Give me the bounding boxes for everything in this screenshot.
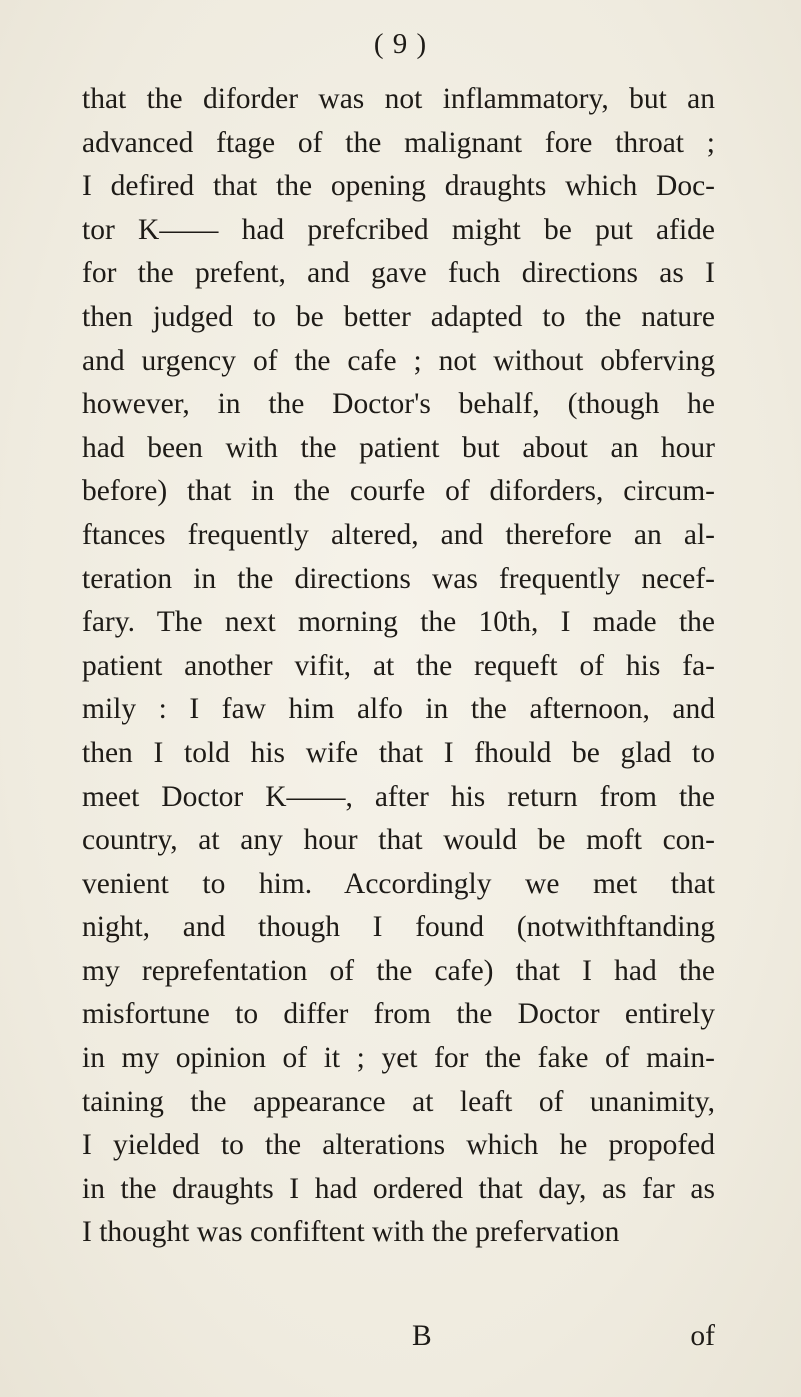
text-line: tor K—— had prefcribed might be put afide <box>82 213 715 246</box>
text-line: misfortune to differ from the Doctor entirely <box>82 998 715 1031</box>
catchword: of <box>690 1320 715 1352</box>
text-line: in the draughts I had ordered that day, as far as <box>82 1172 715 1205</box>
page-number-header: ( 9 ) <box>373 28 428 60</box>
text-line: then I told his wife that I fhould be glad to <box>82 736 715 769</box>
text-line: then judged to be better adapted to the nature <box>82 300 715 333</box>
text-line: before) that in the courfe of diforders, circum- <box>82 475 715 508</box>
signature-mark: B <box>412 1320 432 1352</box>
text-line: in my opinion of it ; yet for the fake of main- <box>82 1042 715 1075</box>
text-line: country, at any hour that would be moft con- <box>82 824 715 857</box>
text-line: that the diforder was not inflammatory, but an <box>82 83 715 115</box>
text-line: fary. The next morning the 10th, I made the <box>82 606 715 639</box>
text-line: venient to him. Accordingly we met that <box>82 867 715 900</box>
text-line: taining the appearance at leaft of unanimity, <box>82 1085 715 1118</box>
text-line: had been with the patient but about an hour <box>82 431 715 464</box>
body-text <box>82 78 715 1255</box>
text-line: patient another vifit, at the requeft of his fa- <box>82 649 715 682</box>
text-line: meet Doctor K——, after his return from the <box>82 780 715 813</box>
text-line: and urgency of the cafe ; not without obferving <box>82 344 715 377</box>
text-line: teration in the directions was frequently necef- <box>82 562 715 595</box>
text-line: advanced ftage of the malignant fore throat ; <box>82 126 715 159</box>
text-line: my reprefentation of the cafe) that I had the <box>82 954 715 987</box>
text-line: ftances frequently altered, and therefore an al- <box>82 518 715 551</box>
text-line: I defired that the opening draughts which Doc- <box>82 170 715 203</box>
text-line: I thought was confiftent with the prefervation <box>82 1216 620 1249</box>
page-footer <box>82 1320 715 1364</box>
text-line: night, and though I found (notwithftanding <box>82 911 715 944</box>
text-line: I yielded to the alterations which he propofed <box>82 1129 715 1162</box>
text-line: for the prefent, and gave fuch directions as I <box>82 257 715 290</box>
text-line: mily : I faw him alfo in the afternoon, and <box>82 693 715 726</box>
text-line: however, in the Doctor's behalf, (though he <box>82 388 715 421</box>
